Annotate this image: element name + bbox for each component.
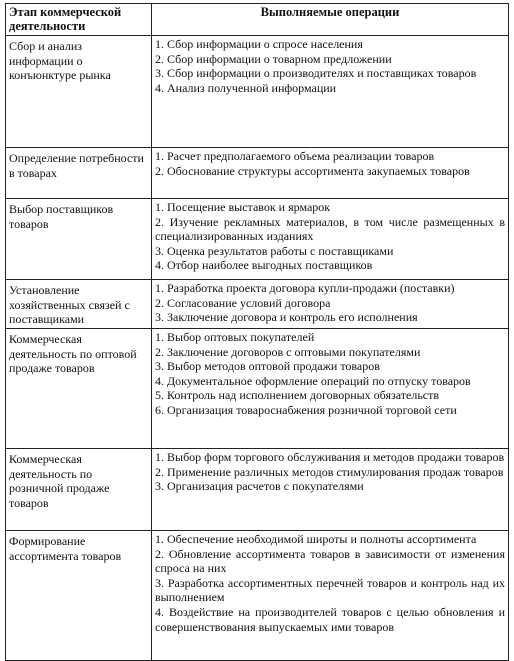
table-row	[6, 449, 509, 531]
operation-item: 1. Обеспечение необходимой широты и полноты ассортимента	[155, 532, 477, 546]
stage-cell: Выбор поставщиков товаров	[6, 199, 152, 280]
operation-item: 5. Контроль над исполнением договорных обязательств	[155, 388, 440, 403]
table-row	[6, 199, 509, 280]
operation-item: 1. Сбор информации о спросе населения	[155, 37, 363, 51]
operation-item: 3. Выбор методов оптовой продажи товаров	[155, 359, 380, 374]
operations-cell	[152, 329, 509, 449]
table-row	[6, 329, 509, 449]
stage-cell: Сбор и анализ информации о конъюнктуре рынка	[6, 36, 152, 148]
operation-item: 4. Документальное оформление операций по отпуску товаров	[155, 373, 471, 388]
operation-item: 3. Разработка ассортиментных перечней товаров и контроль над их выполнением	[155, 575, 505, 605]
operation-item: 2. Согласование условий договора	[155, 295, 331, 310]
operation-item: 4. Анализ полученной информации	[155, 80, 337, 95]
header-operations: Выполняемые операции	[152, 4, 509, 36]
stage-cell: Определение потребности в товарах	[6, 148, 152, 199]
stage-cell: Формирование ассортимента товаров	[6, 531, 152, 661]
operation-item: 1. Расчет предполагаемого объема реализации товаров	[155, 149, 435, 163]
operation-item: 2. Обоснование структуры ассортимента закупаемых товаров	[155, 163, 470, 178]
operation-item: 3. Организация расчетов с покупателями	[155, 479, 364, 494]
operations-cell	[152, 280, 509, 329]
table-row	[6, 280, 509, 329]
stage-cell: Коммерческая деятельность по розничной продаже товаров	[6, 449, 152, 531]
operation-item: 4. Воздействие на производителей товаров с целью обновления и совершенствования выпускаемых ими товаров	[155, 604, 505, 634]
table-row	[6, 148, 509, 199]
table-header-row	[6, 4, 509, 36]
operation-item: 4. Отбор наиболее выгодных поставщиков	[155, 258, 373, 273]
operations-cell	[152, 199, 509, 280]
operation-item: 1. Посещение выставок и ярмарок	[155, 200, 331, 214]
operation-item: 1. Выбор оптовых покупателей	[155, 330, 315, 344]
table-row	[6, 531, 509, 661]
operation-item: 3. Сбор информации о производителях и поставщиках товаров	[155, 66, 477, 81]
operations-cell	[152, 148, 509, 199]
header-stage: Этап коммерческой деятельности	[6, 4, 152, 36]
operation-item: 2. Применение различных методов стимулирования продаж товаров	[155, 464, 504, 479]
operation-item: 2. Заключение договоров с оптовыми покупателями	[155, 344, 421, 359]
operation-item: 3. Оценка результатов работы с поставщиками	[155, 243, 394, 258]
stage-cell: Коммерческая деятельность по оптовой продаже товаров	[6, 329, 152, 449]
operation-item: 2. Обновление ассортимента товаров в зависимости от изменения спроса на них	[155, 546, 505, 576]
operation-item: 2. Изучение рекламных материалов, в том числе размещенных в специализированных изданиях	[155, 214, 505, 244]
table-row	[6, 36, 509, 148]
operation-item: 1. Выбор форм торгового обслуживания и методов продажи товаров	[155, 450, 505, 464]
operations-cell	[152, 36, 509, 148]
operation-item: 2. Сбор информации о товарном предложении	[155, 51, 392, 66]
operation-item: 6. Организация товароснабжения розничной торговой сети	[155, 402, 457, 417]
operations-cell	[152, 531, 509, 661]
commercial-activity-table	[5, 3, 509, 661]
stage-cell: Установление хозяйственных связей с поставщиками	[6, 280, 152, 329]
operation-item: 1. Разработка проекта договора купли-продажи (поставки)	[155, 281, 455, 295]
operations-cell	[152, 449, 509, 531]
operation-item: 3. Заключение договора и контроль его исполнения	[155, 310, 418, 325]
